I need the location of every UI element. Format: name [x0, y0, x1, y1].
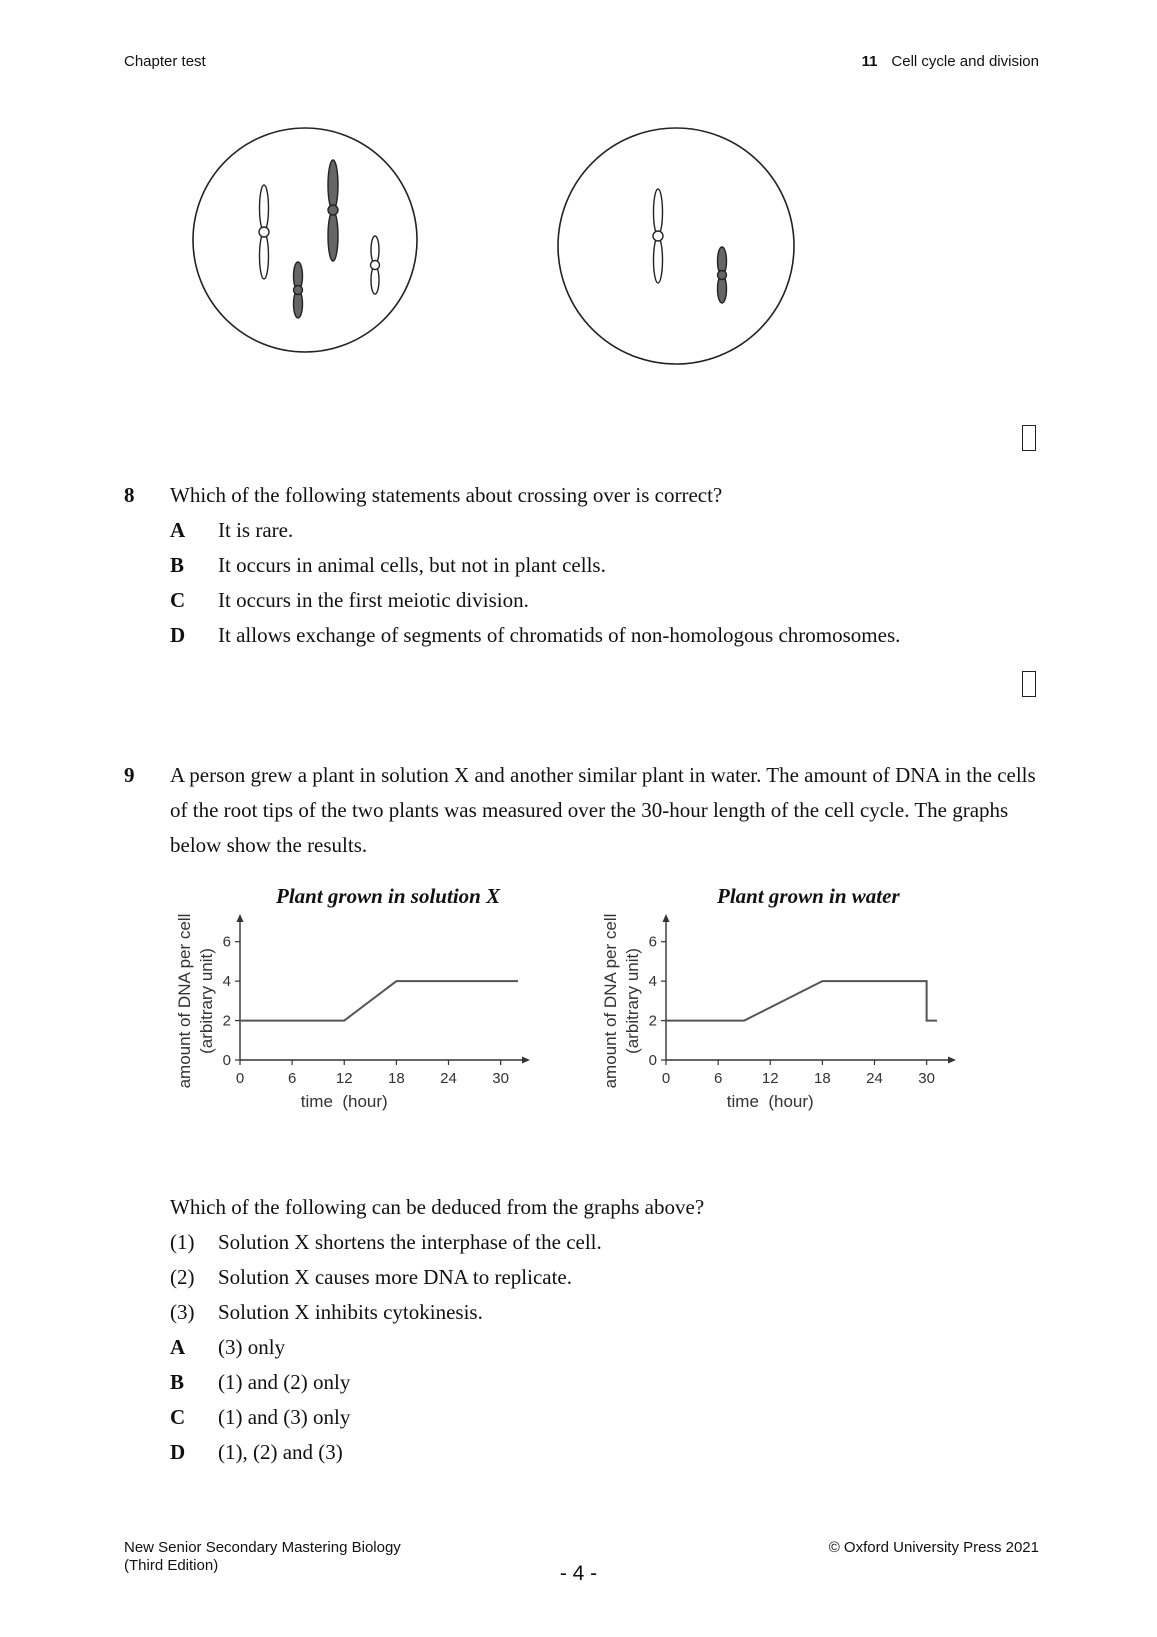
question-prompt: Which of the following can be deduced from the graphs above? [170, 1195, 705, 1219]
page-number: - 4 - [559, 1562, 598, 1585]
option-text: It occurs in animal cells, but not in plant cells. [218, 553, 606, 577]
question-number: 8 [124, 483, 135, 507]
option-text: (3) only [218, 1335, 286, 1359]
y-tick-label: 4 [222, 973, 231, 991]
statement-text: Solution X causes more DNA to replicate. [218, 1265, 573, 1289]
y-axis-label-line1: amount of DNA per cell [601, 913, 620, 1089]
question-9 [124, 758, 1054, 868]
chart-title-water: Plant grown in water [717, 884, 900, 908]
cell-diagram [190, 128, 810, 368]
x-axis-label: time (hour) [300, 1092, 388, 1111]
cell-1 [193, 128, 417, 352]
y-tick-label: 2 [648, 1012, 657, 1030]
x-tick-label: 6 [713, 1070, 723, 1087]
option-label: D [170, 623, 186, 647]
option-d[interactable] [170, 618, 900, 653]
option-text: (1) and (2) only [218, 1370, 351, 1394]
option-label: A [170, 518, 186, 542]
question-9-choices [124, 1190, 1054, 1470]
footer-book-title-line2: (Third Edition) [124, 1557, 219, 1574]
y-tick-label: 0 [222, 1052, 231, 1069]
option-c[interactable] [170, 583, 529, 618]
option-text: (1), (2) and (3) [218, 1440, 343, 1464]
chart-title-solution-x: Plant grown in solution X [276, 884, 501, 908]
y-axis-arrow [237, 914, 244, 922]
option-label: D [170, 1440, 186, 1464]
chart-water [601, 912, 994, 1172]
answer-box-q7[interactable] [1022, 425, 1036, 451]
x-axis-arrow [948, 1057, 956, 1064]
header-chapter-title: Cell cycle and division [891, 53, 1039, 70]
statement-3 [170, 1295, 483, 1330]
statement-label: (1) [170, 1230, 195, 1254]
x-tick-label: 18 [388, 1070, 405, 1087]
y-tick-label: 6 [648, 933, 657, 951]
option-d[interactable] [170, 1435, 343, 1470]
y-axis-arrow [663, 914, 670, 922]
x-tick-label: 24 [440, 1070, 457, 1087]
y-axis-label-line2: (arbitrary unit) [623, 948, 642, 1054]
option-c[interactable] [170, 1400, 350, 1435]
y-axis-label-line2: (arbitrary unit) [197, 948, 216, 1054]
option-label: A [170, 1335, 186, 1359]
cell-2 [558, 128, 794, 364]
statement-2 [170, 1260, 572, 1295]
header-chapter [862, 53, 1039, 70]
x-tick-label: 24 [866, 1070, 883, 1087]
x-axis-label: time (hour) [726, 1092, 814, 1111]
statement-text: Solution X inhibits cytokinesis. [218, 1300, 483, 1324]
statement-text: Solution X shortens the interphase of the cell. [218, 1230, 602, 1254]
header-chapter-test: Chapter test [124, 53, 206, 70]
chromosome-grey-small [294, 262, 303, 318]
option-label: C [170, 588, 186, 612]
y-tick-label: 4 [648, 973, 657, 991]
statement-label: (3) [170, 1300, 195, 1324]
chromosome-grey-small [718, 247, 727, 303]
y-tick-label: 2 [222, 1012, 231, 1030]
option-text: It occurs in the first meiotic division. [218, 588, 529, 612]
chromosome-white-large [653, 189, 663, 283]
option-a[interactable] [170, 1330, 285, 1365]
question-stem: A person grew a plant in solution X and another similar plant in water. The amount of DNA in the cells of the root tips of the two plants was measured over the 30-hour length of the cell cycle. The graphs below show the results. [170, 763, 1036, 857]
series-line [240, 981, 518, 1020]
x-tick-label: 12 [335, 1070, 353, 1087]
x-tick-label: 30 [918, 1070, 935, 1087]
question-stem: Which of the following statements about crossing over is correct? [170, 483, 723, 507]
chromosome-white-large [259, 185, 269, 279]
chart-solution-x [175, 912, 568, 1172]
x-tick-label: 18 [814, 1070, 831, 1087]
option-label: B [170, 1370, 185, 1394]
series-line [666, 981, 937, 1020]
question-8 [124, 478, 1054, 647]
x-tick-label: 0 [661, 1070, 671, 1087]
question-number: 9 [124, 763, 135, 787]
y-tick-label: 0 [648, 1052, 657, 1069]
x-tick-label: 0 [235, 1070, 245, 1087]
statement-label: (2) [170, 1265, 195, 1289]
option-label: C [170, 1405, 186, 1429]
option-text: (1) and (3) only [218, 1405, 351, 1429]
statement-1 [170, 1225, 602, 1260]
footer-book-title-line1: New Senior Secondary Mastering Biology [124, 1539, 401, 1556]
x-tick-label: 30 [492, 1070, 509, 1087]
chromosome-grey-large [328, 160, 338, 261]
x-tick-label: 12 [761, 1070, 779, 1087]
y-tick-label: 6 [222, 933, 231, 951]
option-b[interactable] [170, 1365, 350, 1400]
x-axis-arrow [522, 1057, 530, 1064]
option-text: It allows exchange of segments of chromatids of non-homologous chromosomes. [218, 623, 901, 647]
header-chapter-number: 11 [861, 53, 878, 70]
answer-box-q8[interactable] [1022, 671, 1036, 697]
option-a[interactable] [170, 513, 293, 548]
y-axis-label-line1: amount of DNA per cell [175, 913, 194, 1089]
chromosome-white-small [371, 236, 380, 294]
footer-copyright: © Oxford University Press 2021 [828, 1539, 1039, 1556]
option-label: B [170, 553, 185, 577]
option-text: It is rare. [218, 518, 294, 542]
x-tick-label: 6 [287, 1070, 297, 1087]
option-b[interactable] [170, 548, 606, 583]
